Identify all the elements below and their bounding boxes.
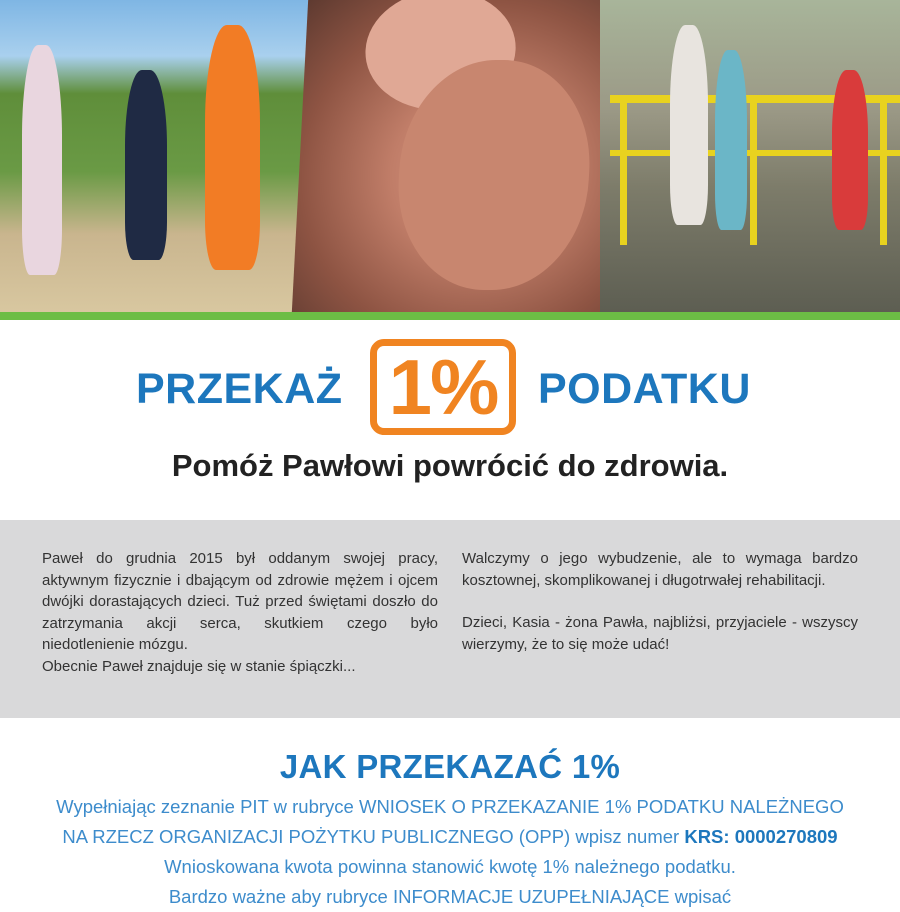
story-paragraph: Paweł do grudnia 2015 był oddanym swojej pracy, aktywnym fizycznie i dbającym od zdrowie mężem i ojcem dwójki dorastających dzieci. Tuż przed świętami doszło do zatrzymania akcji serca, skutkiem czego było niedotlenienie mózgu. xyxy=(42,550,438,653)
person-figure xyxy=(715,50,747,230)
photo-strip xyxy=(0,0,900,312)
story-right-column xyxy=(462,548,858,655)
story-paragraph: Dzieci, Kasia - żona Pawła, najbliżsi, przyjaciele - wszyscy wierzymy, że to się może udać! xyxy=(462,614,858,653)
how-to-line: Bardzo ważne aby rubryce INFORMACJE UZUPEŁNIAJĄCE wpisać xyxy=(168,886,732,907)
how-to-line: Wypełniając zeznanie PIT w rubryce WNIOSEK O PRZEKAZANIE 1% PODATKU NALEŻNEGO xyxy=(56,796,844,817)
person-figure xyxy=(125,70,167,260)
person-figure xyxy=(670,25,708,225)
how-to-line: Wnioskowana kwota powinna stanowić kwotę 1% należnego podatku. xyxy=(164,856,736,877)
story-paragraph: Obecnie Paweł znajduje się w stanie śpiączki... xyxy=(42,657,356,675)
krs-number: KRS: 0000270809 xyxy=(684,826,838,847)
one-percent-badge xyxy=(370,339,516,435)
badge-text: 1% xyxy=(388,343,498,431)
how-to-section xyxy=(0,748,900,912)
family-bikes-photo xyxy=(0,0,330,312)
how-to-line xyxy=(0,822,900,852)
railing xyxy=(620,95,627,245)
headline-right: PODATKU xyxy=(538,365,751,413)
how-to-title: JAK PRZEKAZAĆ 1% xyxy=(279,748,621,785)
subheadline: Pomóż Pawłowi powrócić do zdrowia. xyxy=(171,448,729,483)
headline xyxy=(0,335,900,445)
person-figure xyxy=(205,25,260,270)
railing xyxy=(880,95,887,245)
story-left-column xyxy=(42,548,438,677)
green-divider xyxy=(0,312,900,320)
person-figure xyxy=(22,45,62,275)
story-panel xyxy=(0,520,900,718)
story-paragraph: Walczymy o jego wybudzenie, ale to wymaga bardzo kosztownej, skomplikowanej i długotrwałej rehabilitacji. xyxy=(462,550,858,589)
father-son-photo xyxy=(292,0,638,312)
how-to-line-text: NA RZECZ ORGANIZACJI POŻYTKU PUBLICZNEGO (OPP) wpisz numer xyxy=(62,826,685,847)
railing xyxy=(750,95,757,245)
person-figure xyxy=(832,70,868,230)
kids-railing-photo xyxy=(600,0,900,312)
headline-left: PRZEKAŻ xyxy=(136,365,343,413)
